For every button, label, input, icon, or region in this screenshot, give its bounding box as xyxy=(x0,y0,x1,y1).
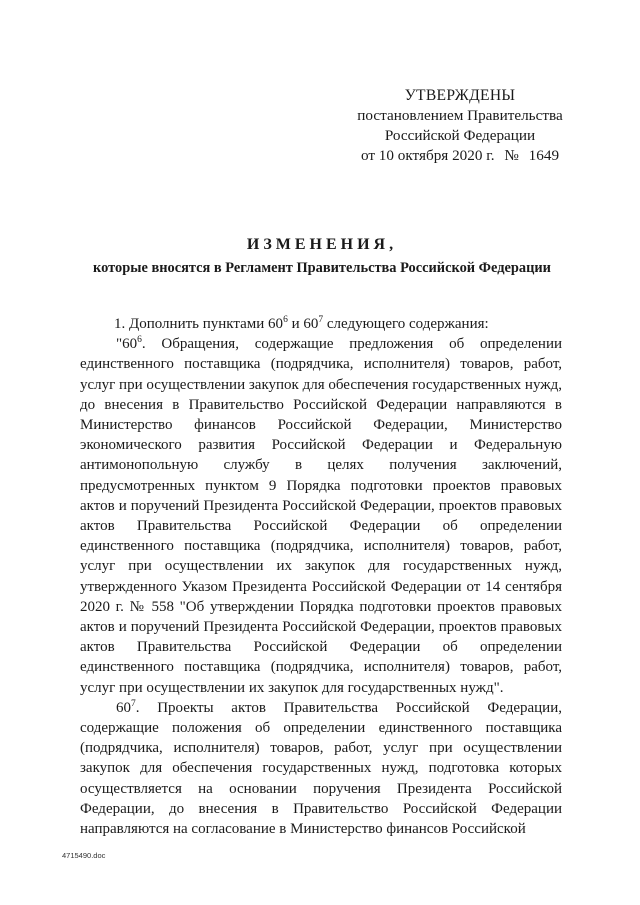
approval-date-line xyxy=(340,146,580,166)
paragraph-60-6-superscript: 6 xyxy=(137,335,142,346)
intro-superscript-1: 6 xyxy=(283,315,288,325)
intro-text-start: 1. Дополнить пунктами 60 xyxy=(114,316,284,332)
number-sign: № xyxy=(504,147,519,164)
paragraph-60-7-text: . Проекты актов Правительства Российской Федерации, содержащие положения об определении единственного поставщика (подрядчика, исполнителя) товаров, работ, услуг при осуществлении закупок для обеспечения государственных нужд, подготовка которых осуществляется на основании поручения Президента Российской Федерации, до внесения в Правительство Российской Федерации направляются на согласование в Министерство финансов Российской xyxy=(80,699,562,838)
paragraph-60-6-number: "60 xyxy=(116,336,138,353)
document-subtitle: которые вносятся в Регламент Правительства Российской Федерации xyxy=(93,260,551,276)
approved-heading: УТВЕРЖДЕНЫ xyxy=(404,87,516,104)
intro-text-middle: и 60 xyxy=(287,316,319,332)
intro-text-end: следующего содержания: xyxy=(323,316,489,332)
approval-line-decree: постановлением Правительства xyxy=(357,107,563,124)
approval-line-government: Российской Федерации xyxy=(384,127,536,144)
document-title: ИЗМЕНЕНИЯ, xyxy=(246,236,398,253)
document-body xyxy=(80,314,562,839)
paragraph-60-6-text: . Обращения, содержащие предложения об определении единственного поставщика (подрядчика, исполнителя) товаров, работ, услуг при осуществлении закупок для обеспечения государственных нужд, до внесения в Правительство Российской Федерации направляются в Министерство финансов Российской Федерации, Министерство экономического развития Российской Федерации и Федеральную антимонопольную службу в целях получения заключений, предусмотренных пунктом 9 Порядка подготовки проектов правовых актов и поручений Президента Российской Федерации, проектов правовых актов Правительства Российской Федерации об определении единственного поставщика (подрядчика, исполнителя) товаров, работ, услуг при осуществлении их закупок для государственных нужд, утвержденного Указом Президента Российской Федерации от 14 сентября 2020 г. № 558 "Об утверждении Порядка подготовки проектов правовых актов и поручений Президента Российской Федерации, проектов правовых актов Правительства Российской Федерации об определении единственного поставщика (подрядчика, исполнителя) товаров, работ, услуг при осуществлении их закупок для государственных нужд". xyxy=(80,336,562,696)
paragraph-60-7-superscript: 7 xyxy=(131,698,136,709)
approval-date: от 10 октября 2020 г. xyxy=(360,147,495,164)
approval-block xyxy=(340,86,580,166)
footer-doc-id: 4715490.doc xyxy=(62,851,106,860)
intro-paragraph xyxy=(80,314,562,334)
paragraph-60-6 xyxy=(80,334,562,698)
intro-superscript-2: 7 xyxy=(318,315,324,325)
paragraph-60-7 xyxy=(80,698,562,839)
paragraph-60-7-number: 60 xyxy=(116,699,131,716)
decree-number: 1649 xyxy=(528,147,560,164)
